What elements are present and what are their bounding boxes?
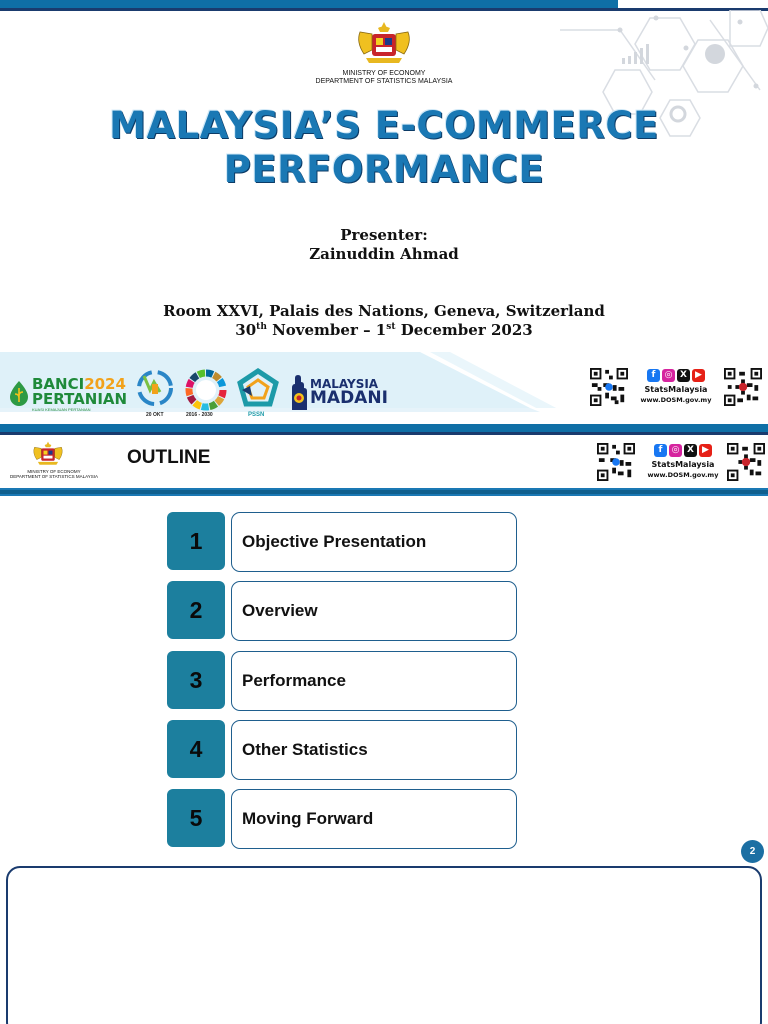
outline-label: Performance <box>231 651 517 711</box>
outline-label: Objective Presentation <box>231 512 517 572</box>
website-link[interactable]: www.DOSM.gov.my <box>640 396 712 404</box>
instagram-icon[interactable]: ◎ <box>669 444 682 457</box>
outline-number: 5 <box>167 789 225 847</box>
outline-label: Other Statistics <box>231 720 517 780</box>
outline-title: OUTLINE <box>127 447 211 468</box>
social-block-slide1 <box>590 367 766 411</box>
social-handle: StatsMalaysia <box>644 385 708 394</box>
outline-slide <box>0 432 768 864</box>
outline-number: 2 <box>167 581 225 639</box>
facebook-icon[interactable]: f <box>654 444 667 457</box>
qr-code-icon <box>590 367 628 407</box>
malaysia-crest-icon <box>30 440 66 468</box>
outline-label: Moving Forward <box>231 789 517 849</box>
x-icon[interactable]: X <box>684 444 697 457</box>
outline-item <box>167 581 517 641</box>
ministry-label: MINISTRY OF ECONOMY DEPARTMENT OF STATISTICS MALAYSIA <box>9 469 98 479</box>
banci-pertanian-logo: BANCI2024 PERTANIAN KUASI KEMAJUAN PERTANIAN <box>8 374 138 410</box>
outline-number: 1 <box>167 512 225 570</box>
x-icon[interactable]: X <box>677 369 690 382</box>
youtube-icon[interactable]: ▶ <box>699 444 712 457</box>
social-handle: StatsMalaysia <box>651 460 715 469</box>
youtube-icon[interactable]: ▶ <box>692 369 705 382</box>
outline-item <box>167 512 517 572</box>
sdg-wheel-icon <box>184 368 228 412</box>
ministry-label: MINISTRY OF ECONOMY DEPARTMENT OF STATISTICS MALAYSIA <box>315 70 453 85</box>
census-date: 20 OKT <box>146 412 164 418</box>
qr-code-icon <box>597 442 635 482</box>
outline-item <box>167 651 517 711</box>
qr-code-icon <box>727 442 765 482</box>
leaf-drop-icon <box>8 380 30 406</box>
qr-code-icon <box>724 367 762 407</box>
madani-line1: MALAYSIA <box>310 377 379 391</box>
facebook-icon[interactable]: f <box>647 369 660 382</box>
outline-item <box>167 789 517 849</box>
presenter-block: Presenter: Zainuddin Ahmad <box>309 226 459 263</box>
outline-number: 4 <box>167 720 225 778</box>
outline-label: Overview <box>231 581 517 641</box>
instagram-icon[interactable]: ◎ <box>662 369 675 382</box>
website-link[interactable]: www.DOSM.gov.my <box>647 471 719 479</box>
pssn-logo-icon <box>232 368 284 412</box>
outline-item <box>167 720 517 780</box>
slide-title: MALAYSIA’S E-COMMERCE PERFORMANCE <box>109 104 659 191</box>
venue-block: Room XXVI, Palais des Nations, Geneva, Switzerland 30th November – 1st December 2023 <box>163 302 605 339</box>
malaysia-crest-icon <box>352 20 416 68</box>
sdg-years: 2016 - 2030 <box>186 412 213 418</box>
census-logo-icon <box>134 366 176 410</box>
page-number-badge: 2 <box>741 840 764 863</box>
outline-number: 3 <box>167 651 225 709</box>
madani-line2: MADANI <box>310 388 388 408</box>
social-icons <box>637 444 729 458</box>
social-icons <box>630 369 722 383</box>
pssn-label: PSSN <box>248 412 265 418</box>
madani-hand-icon <box>288 374 310 414</box>
next-slide-frame <box>6 866 762 1024</box>
social-block-slide2 <box>597 442 768 486</box>
